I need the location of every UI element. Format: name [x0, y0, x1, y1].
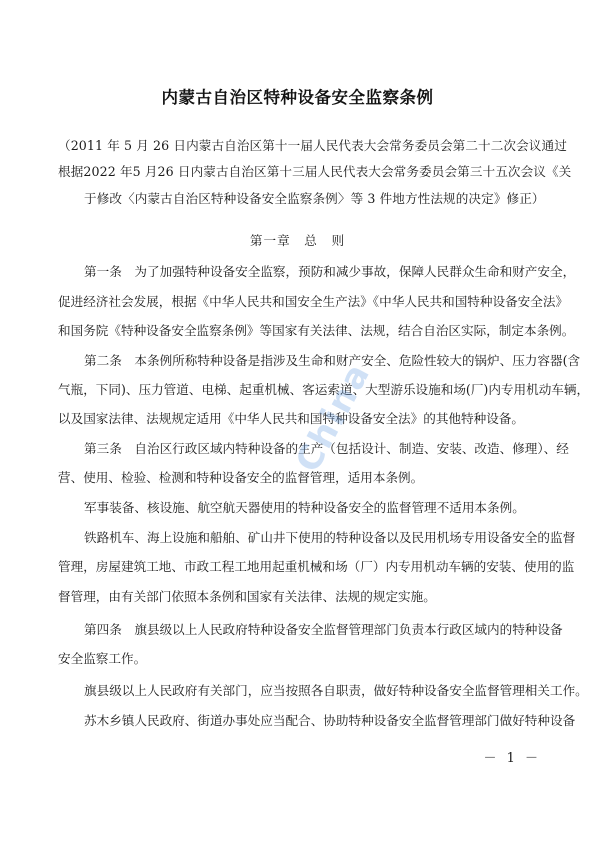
article-4-para-2: 旗县级以上人民政府有关部门，应当按照各自职责，做好特种设备安全监督管理相关工作。 — [84, 683, 588, 698]
article-3-para-2: 军事装备、核设施、航空航天器使用的特种设备安全的监督管理不适用本条例。 — [84, 500, 525, 515]
page-number: － 1 － — [483, 751, 541, 766]
article-3-line-2: 营、使用、检验、检测和特种设备安全的监督管理，适用本条例。 — [58, 470, 424, 485]
article-2-line-1: 第二条 本条例所称特种设备是指涉及生命和财产安全、危险性较大的锅炉、压力容器(含 — [84, 353, 581, 368]
chapter-heading: 第一章 总 则 — [249, 233, 346, 248]
article-4-line-1: 第四条 旗县级以上人民政府特种设备安全监督管理部门负责本行政区域内的特种设备 — [84, 622, 563, 637]
article-1-line-2: 促进经济社会发展，根据《中华人民共和国安全生产法》《中华人民共和国特种设备安全法》 — [58, 294, 569, 309]
article-4-para-3: 苏木乡镇人民政府、街道办事处应当配合、协助特种设备安全监督管理部门做好特种设备 — [84, 713, 576, 728]
document-title: 内蒙古自治区特种设备安全监察条例 — [161, 88, 434, 107]
watermark-logo: China — [288, 355, 379, 479]
article-3-para-3-line-3: 督管理，由有关部门依照本条例和国家有关法律、法规的规定实施。 — [58, 589, 436, 604]
article-3-para-3-line-2: 管理，房屋建筑工地、市政工程工地用起重机械和场（厂）内专用机动车辆的安装、使用的监 — [58, 559, 575, 574]
preamble-line-1: （2011 年 5 月 26 日内蒙古自治区第十一届人民代表大会常务委员会第二十二次会议通过 — [58, 138, 567, 153]
article-3-para-3-line-1: 铁路机车、海上设施和船舶、矿山井下使用的特种设备以及民用机场专用设备安全的监督 — [84, 530, 576, 545]
article-1-line-1: 第一条 为了加强特种设备安全监察，预防和减少事故，保障人民群众生命和财产安全， — [84, 264, 576, 279]
article-2-line-3: 以及国家法律、法规规定适用《中华人民共和国特种设备安全法》的其他特种设备。 — [58, 411, 524, 426]
article-3-line-1: 第三条 自治区行政区域内特种设备的生产（包括设计、制造、安装、改造、修理）、经 — [84, 441, 569, 456]
preamble-line-3: 于修改〈内蒙古自治区特种设备安全监察条例〉等 3 件地方性法规的决定》修正） — [84, 191, 545, 206]
article-1-line-3: 和国务院《特种设备安全监察条例》等国家有关法律、法规，结合自治区实际，制定本条例。 — [58, 323, 575, 338]
article-2-line-2: 气瓶，下同)、压力管道、电梯、起重机械、客运索道、大型游乐设施和场(厂)内专用机动车辆， — [58, 382, 590, 397]
preamble-line-2: 根据2022 年5 月26 日内蒙古自治区第十三届人民代表大会常务委员会第三十五次会议《关 — [58, 164, 572, 179]
article-4-line-2: 安全监察工作。 — [58, 651, 147, 666]
